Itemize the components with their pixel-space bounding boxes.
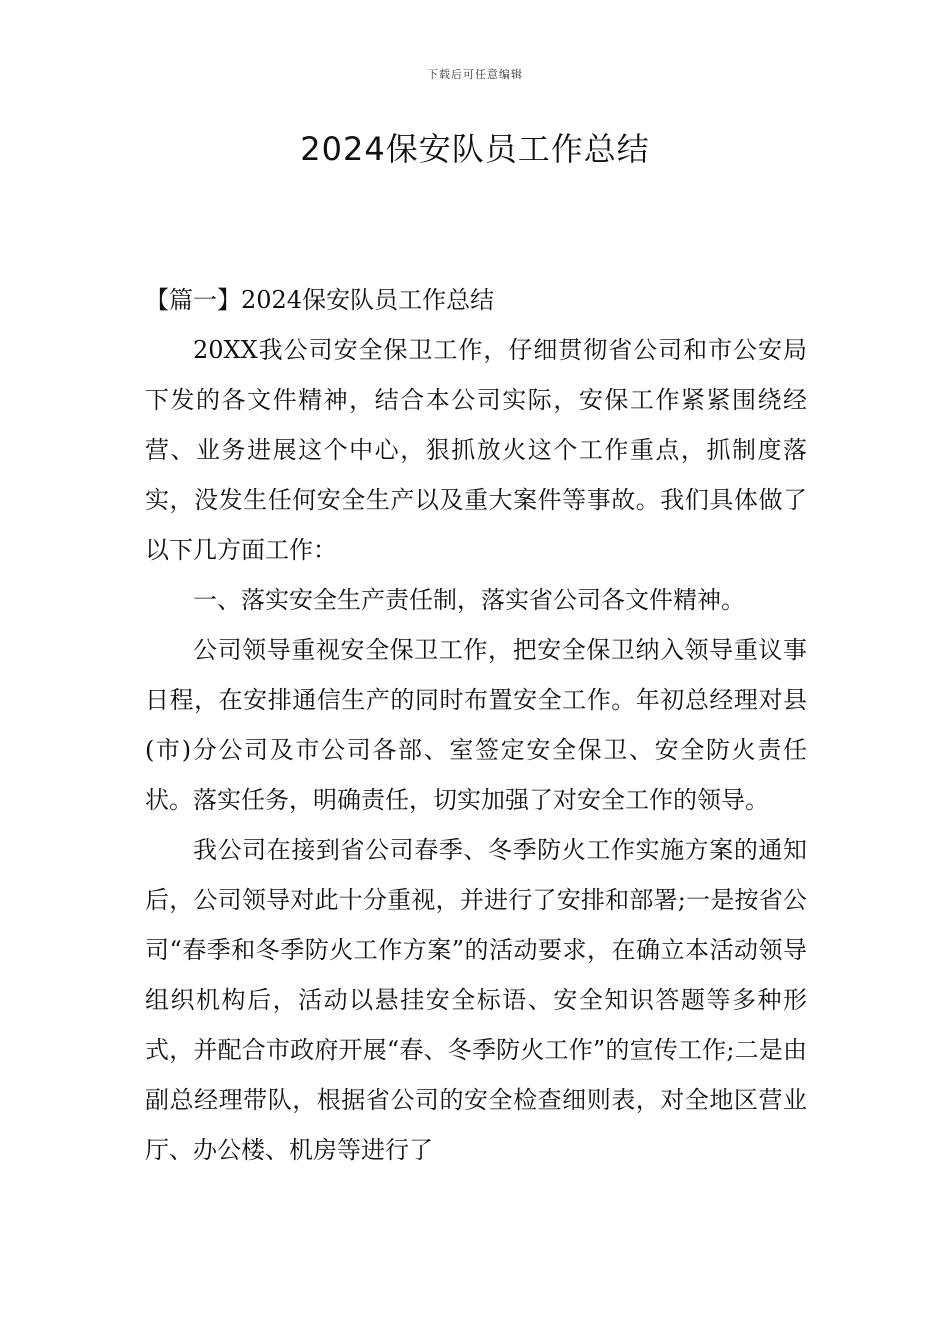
paragraph: 我公司在接到省公司春季、冬季防火工作实施方案的通知后，公司领导对此十分重视，并进行了安排和部署;一是按省公司“春季和冬季防火工作方案”的活动要求，在确立本活动领导组织机构后，活动以悬挂安全标语、安全知识答题等多种形式，并配合市政府开展“春、冬季防火工作”的宣传工作;二是由副总经理带队，根据省公司的安全检查细则表，对全地区营业厅、办公楼、机房等进行了	[145, 836, 807, 1164]
paragraph: 公司领导重视安全保卫工作，把安全保卫纳入领导重议事日程，在安排通信生产的同时布置安全工作。年初总经理对县(市)分公司及市公司各部、室签定安全保卫、安全防火责任状。落实任务，明确责任，切实加强了对安全工作的领导。	[145, 636, 807, 814]
document-title: 2024保安队员工作总结	[300, 130, 650, 168]
header-note: 下载后可任意编辑	[427, 68, 523, 81]
paragraph: 20XX我公司安全保卫工作，仔细贯彻省公司和市公安局下发的各文件精神，结合本公司实际，安保工作紧紧围绕经营、业务进展这个中心，狠抓放火这个工作重点，抓制度落实，没发生任何安全生产以及重大案件等事故。我们具体做了以下几方面工作：	[145, 336, 807, 564]
section-heading: 【篇一】2024保安队员工作总结	[145, 286, 495, 314]
document-body	[145, 275, 807, 1175]
paragraph: 一、落实安全生产责任制，落实省公司各文件精神。	[193, 586, 745, 614]
